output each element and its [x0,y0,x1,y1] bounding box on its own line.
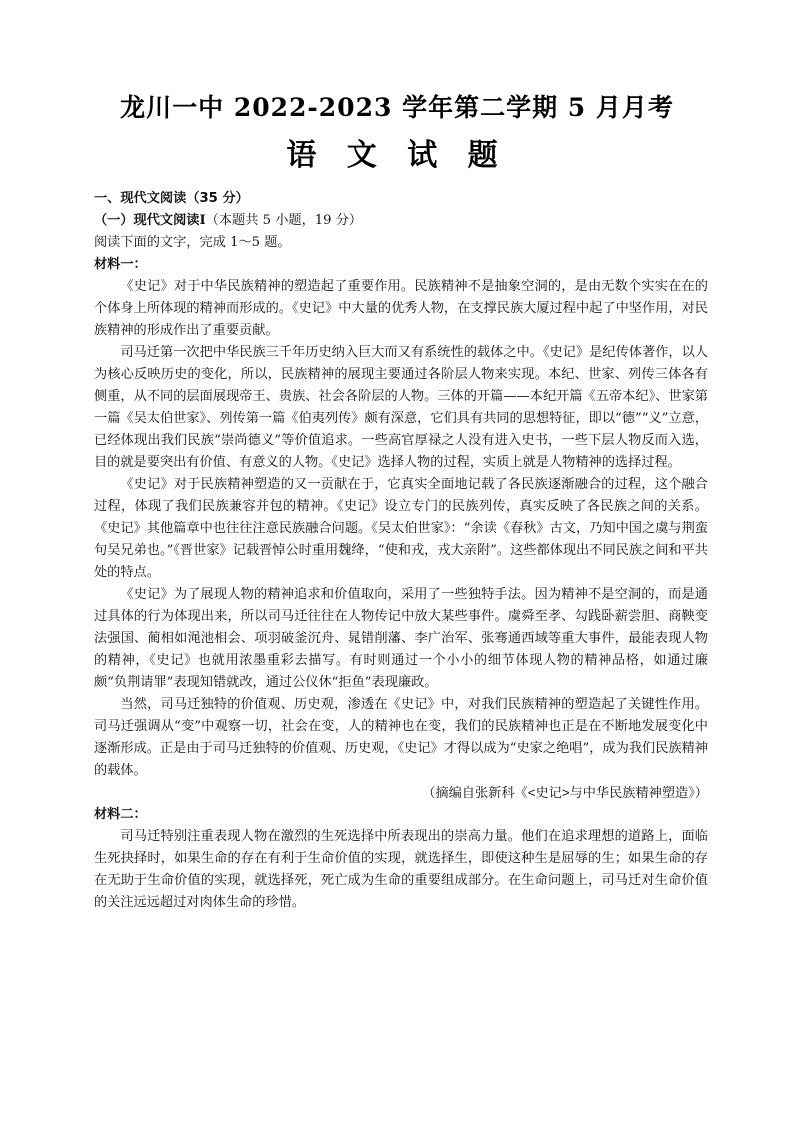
material1-paragraph-3: 《史记》对于民族精神塑造的又一贡献在于，它真实全面地记载了各民族逐渐融合的过程，这个融合过程，体现了我们民族兼容并包的精神。《史记》设立专门的民族列传，真实反映了各民族之间的关系。《史记》其他篇章中也往往注意民族融合问题。《吴太伯世家》：“余读《春秋》古文，乃知中国之虞与荆蛮句吴兄弟也。”《晋世家》记载晋悼公时重用魏绛，“使和戎，戎大亲附”。这些都体现出不同民族之间和平共处的特点。 [94,477,708,580]
material1-paragraph-4: 《史记》为了展现人物的精神追求和价值取向，采用了一些独特手法。因为精神不是空洞的，而是通过具体的行为体现出来，所以司马迁往往在人物传记中放大某些事件。虞舜至孝、勾践卧薪尝胆、商鞅变法强国、蔺相如渑池相会、项羽破釜沉舟、晁错削藩、李广治军、张骞通西域等重大事件，最能表现人物的精神，《史记》也就用浓墨重彩去描写。有时则通过一个小小的细节体现人物的精神品格，如通过廉颇“负荆请罪”表现知错就改，通过公仪休“拒鱼”表现廉政。 [94,587,708,690]
exam-title: 龙川一中 2022-2023 学年第二学期 5 月月考 [120,93,674,122]
material2-paragraph-1: 司马迁特别注重表现人物在激烈的生死选择中所表现出的崇高力量。他们在追求理想的道路上，面临生死抉择时，如果生命的存在有利于生命价值的实现，就选择生，即使这种生是屈辱的生；如果生命的存在无助于生命价值的实现，就选择死，死亡成为生命的重要组成部分。在生命问题上，司马迁对生命价值的关注远远超过对肉体生命的珍惜。 [94,829,708,910]
material2-label: 材料二： [94,807,147,822]
section-heading: 一、现代文阅读（35 分） [94,191,249,206]
exam-content [94,188,708,914]
material1-paragraph-1: 《史记》对于中华民族精神的塑造起了重要作用。民族精神不是抽象空洞的，是由无数个实实在在的个体身上所体现的精神而形成的。《史记》中大量的优秀人物，在支撑民族大厦过程中起了中坚作用，对民族精神的形成作出了重要贡献。 [94,279,708,338]
material1-paragraph-5: 当然，司马迁独特的价值观、历史观，渗透在《史记》中，对我们民族精神的塑造起了关键性作用。司马迁强调从“变”中观察一切，社会在变，人的精神也在变，我们的民族精神也正是在不断地发展变化中逐渐形成。正是由于司马迁独特的价值观、历史观，《史记》才得以成为“史家之绝唱”，成为我们民族精神的载体。 [94,697,708,778]
exam-subject-title: 语 文 试 题 [286,138,508,173]
sub-heading [94,210,708,232]
material1-label: 材料一： [94,257,147,272]
material1-paragraph-2: 司马迁第一次把中华民族三千年历史纳入巨大而又有系统性的载体之中。《史记》是纪传体著作，以人为核心反映历史的变化，所以，民族精神的展现主要通过各阶层人物来实现。本纪、世家、列传三体各有侧重，从不同的层面展现帝王、贵族、社会各阶层的人物。三体的开篇——本纪开篇《五帝本纪》、世家第一篇《吴太伯世家》、列传第一篇《伯夷列传》颇有深意，它们具有共同的思想特征，即以“德”“义”立意，已经体现出我们民族“崇尚德义”等价值追求。一些高官厚禄之人没有进入史书，一些下层人物反而入选，目的就是要突出有价值、有意义的人物。《史记》选择人物的过程，实质上就是人物精神的选择过程。 [94,345,708,470]
sub-heading-bold: （一）现代文阅读Ⅰ [94,213,206,228]
instruction-text: 阅读下面的文字，完成 1～5 题。 [94,235,291,250]
sub-heading-rest: （本题共 5 小题，19 分） [205,213,363,228]
material1-source: （摘编自张新科《<史记>与中华民族精神塑造》） [422,785,708,800]
